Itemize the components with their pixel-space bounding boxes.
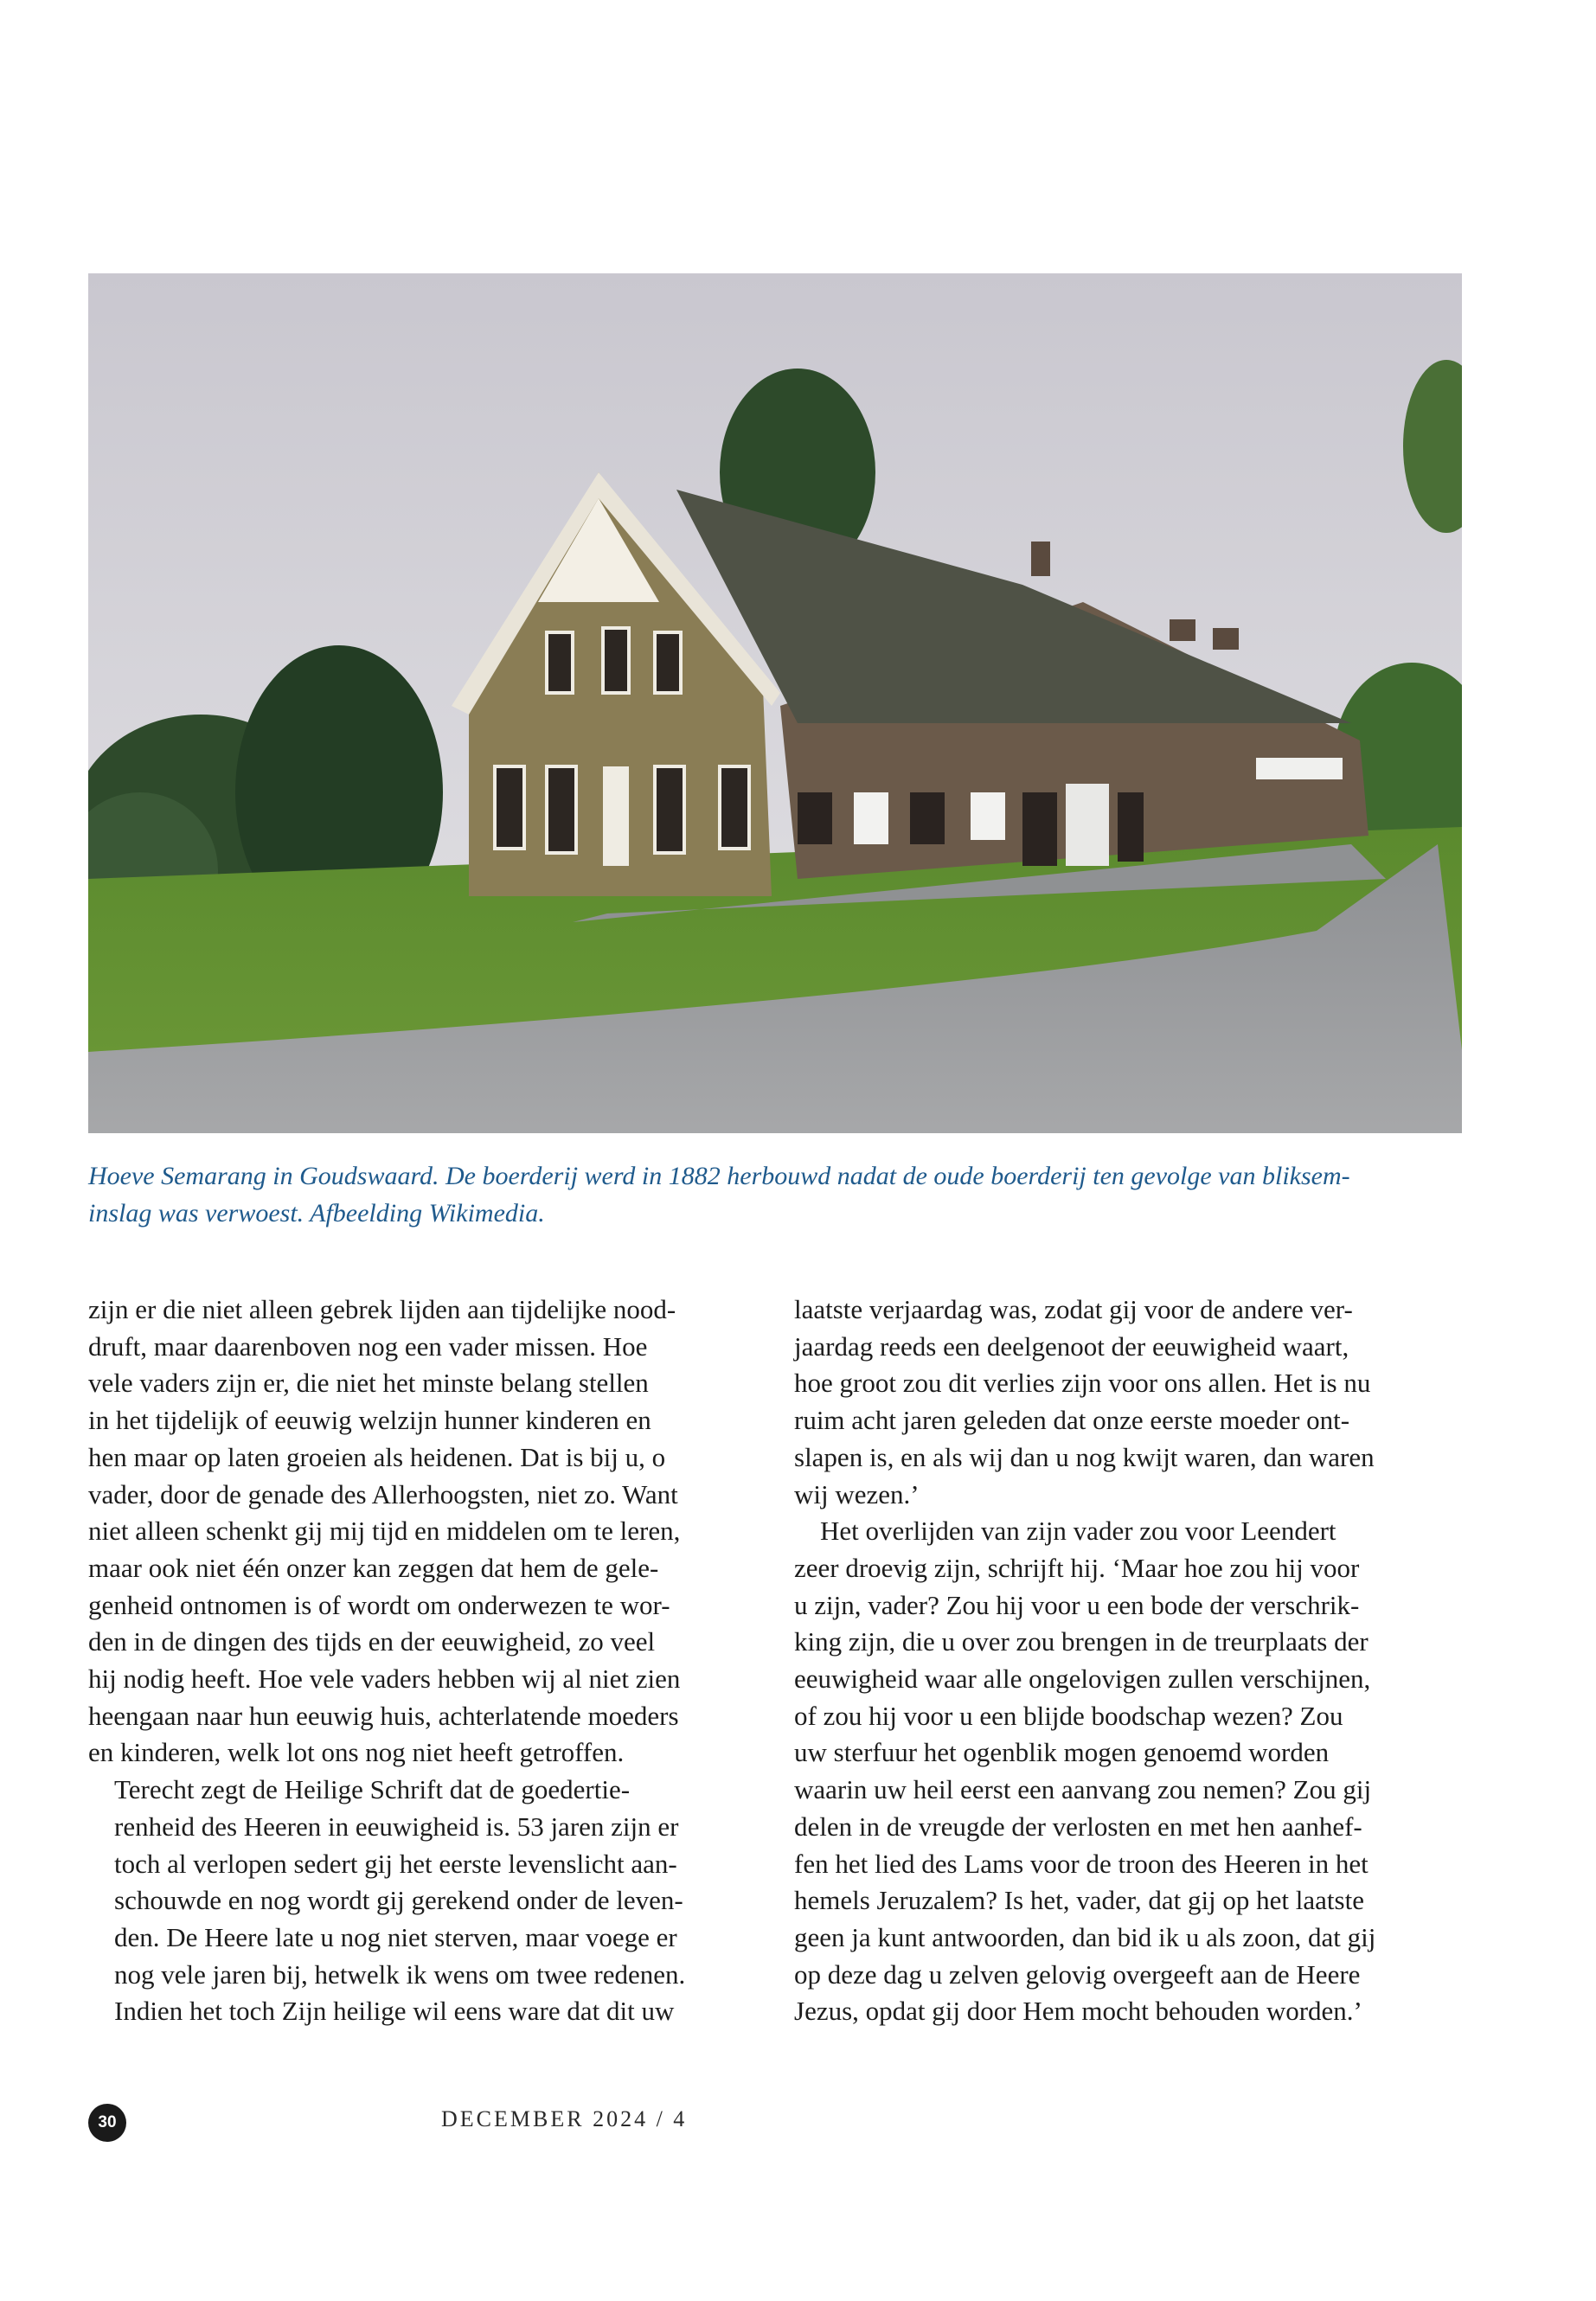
right-paragraph-2 bbox=[794, 1513, 1477, 2030]
left-text-column bbox=[88, 1292, 772, 2030]
left-paragraph-1 bbox=[88, 1292, 772, 1772]
text-line: Indien het toch Zijn heilige wil eens ware dat dit uw bbox=[114, 1996, 675, 2027]
text-line: waarin uw heil eerst een aanvang zou nemen? Zou gij bbox=[794, 1774, 1372, 1805]
text-line: fen het lied des Lams voor de troon des Heeren in het bbox=[794, 1848, 1368, 1879]
text-line: uw sterfuur het ogenblik mogen genoemd worden bbox=[794, 1737, 1330, 1768]
page-number-badge: 30 bbox=[88, 2104, 126, 2142]
text-line: slapen is, en als wij dan u nog kwijt waren, dan waren bbox=[794, 1441, 1375, 1472]
text-line: wij wezen.’ bbox=[794, 1478, 920, 1509]
text-line: Het overlijden van zijn vader zou voor Leendert bbox=[820, 1516, 1336, 1547]
text-line: hoe groot zou dit verlies zijn voor ons allen. Het is nu bbox=[794, 1368, 1371, 1399]
text-line: maar ook niet één onzer kan zeggen dat hem de gele- bbox=[88, 1552, 659, 1583]
text-line: ruim acht jaren geleden dat onze eerste moeder ont- bbox=[794, 1405, 1350, 1436]
text-line: druft, maar daarenboven nog een vader missen. Hoe bbox=[88, 1330, 648, 1362]
farmhouse-photo bbox=[88, 273, 1462, 1133]
text-line: u zijn, vader? Zou hij voor u een bode der verschrik- bbox=[794, 1589, 1360, 1620]
text-line: Terecht zegt de Heilige Schrift dat de goedertie- bbox=[114, 1774, 631, 1805]
text-line: eeuwigheid waar alle ongelovigen zullen verschijnen, bbox=[794, 1663, 1371, 1695]
text-line: hemels Jeruzalem? Is het, vader, dat gij op het laatste bbox=[794, 1885, 1364, 1916]
right-text-column bbox=[794, 1292, 1477, 2030]
farmhouse-illustration bbox=[88, 273, 1462, 1133]
text-line: hij nodig heeft. Hoe vele vaders hebben wij al niet zien bbox=[88, 1663, 681, 1695]
text-line: hen maar op laten groeien als heidenen. Dat is bij u, o bbox=[88, 1441, 666, 1472]
text-line: niet alleen schenkt gij mij tijd en middelen om te leren, bbox=[88, 1516, 681, 1547]
text-line: schouwde en nog wordt gij gerekend onder de leven- bbox=[114, 1885, 683, 1916]
caption-line-2: inslag was verwoest. Afbeelding Wikimedia. bbox=[88, 1199, 545, 1227]
text-line: vele vaders zijn er, die niet het minste belang stellen bbox=[88, 1368, 649, 1399]
issue-footer: DECEMBER 2024 / 4 bbox=[441, 2106, 688, 2131]
text-line: en kinderen, welk lot ons nog niet heeft getroffen. bbox=[88, 1737, 625, 1768]
text-line: of zou hij voor u een blijde boodschap wezen? Zou bbox=[794, 1700, 1343, 1731]
text-line: zeer droevig zijn, schrijft hij. ‘Maar hoe zou hij voor bbox=[794, 1552, 1360, 1583]
right-paragraph-1 bbox=[794, 1292, 1477, 1513]
text-line: geen ja kunt antwoorden, dan bid ik u als zoon, dat gij bbox=[794, 1921, 1376, 1952]
text-line: king zijn, die u over zou brengen in de treurplaats der bbox=[794, 1626, 1368, 1657]
left-paragraph-2 bbox=[88, 1772, 772, 2030]
text-line: in het tijdelijk of eeuwig welzijn hunner kinderen en bbox=[88, 1405, 651, 1436]
text-line: laatste verjaardag was, zodat gij voor de andere ver- bbox=[794, 1294, 1353, 1324]
photo-caption bbox=[88, 1157, 1472, 1232]
text-line: delen in de vreugde der verlosten en met hen aanhef- bbox=[794, 1811, 1362, 1842]
text-line: renheid des Heeren in eeuwigheid is. 53 jaren zijn er bbox=[114, 1811, 679, 1842]
text-line: toch al verlopen sedert gij het eerste levenslicht aan- bbox=[114, 1848, 677, 1879]
text-line: nog vele jaren bij, hetwelk ik wens om twee redenen. bbox=[114, 1958, 686, 1990]
text-line: vader, door de genade des Allerhoogsten, niet zo. Want bbox=[88, 1478, 678, 1509]
text-line: op deze dag u zelven gelovig overgeeft aan de Heere bbox=[794, 1958, 1361, 1990]
text-line: Jezus, opdat gij door Hem mocht behouden worden.’ bbox=[794, 1996, 1362, 2027]
text-line: genheid ontnomen is of wordt om onderwezen te wor- bbox=[88, 1589, 670, 1620]
text-line: den in de dingen des tijds en der eeuwigheid, zo veel bbox=[88, 1626, 656, 1657]
text-line: zijn er die niet alleen gebrek lijden aan tijdelijke nood- bbox=[88, 1294, 676, 1324]
text-line: jaardag reeds een deelgenoot der eeuwigheid waart, bbox=[794, 1330, 1349, 1362]
text-line: heengaan naar hun eeuwig huis, achterlatende moeders bbox=[88, 1700, 679, 1731]
text-line: den. De Heere late u nog niet sterven, maar voege er bbox=[114, 1921, 677, 1952]
caption-line-1: Hoeve Semarang in Goudswaard. De boerderij werd in 1882 herbouwd nadat de oude boerderij ten gevolge van bliksem- bbox=[88, 1162, 1350, 1190]
